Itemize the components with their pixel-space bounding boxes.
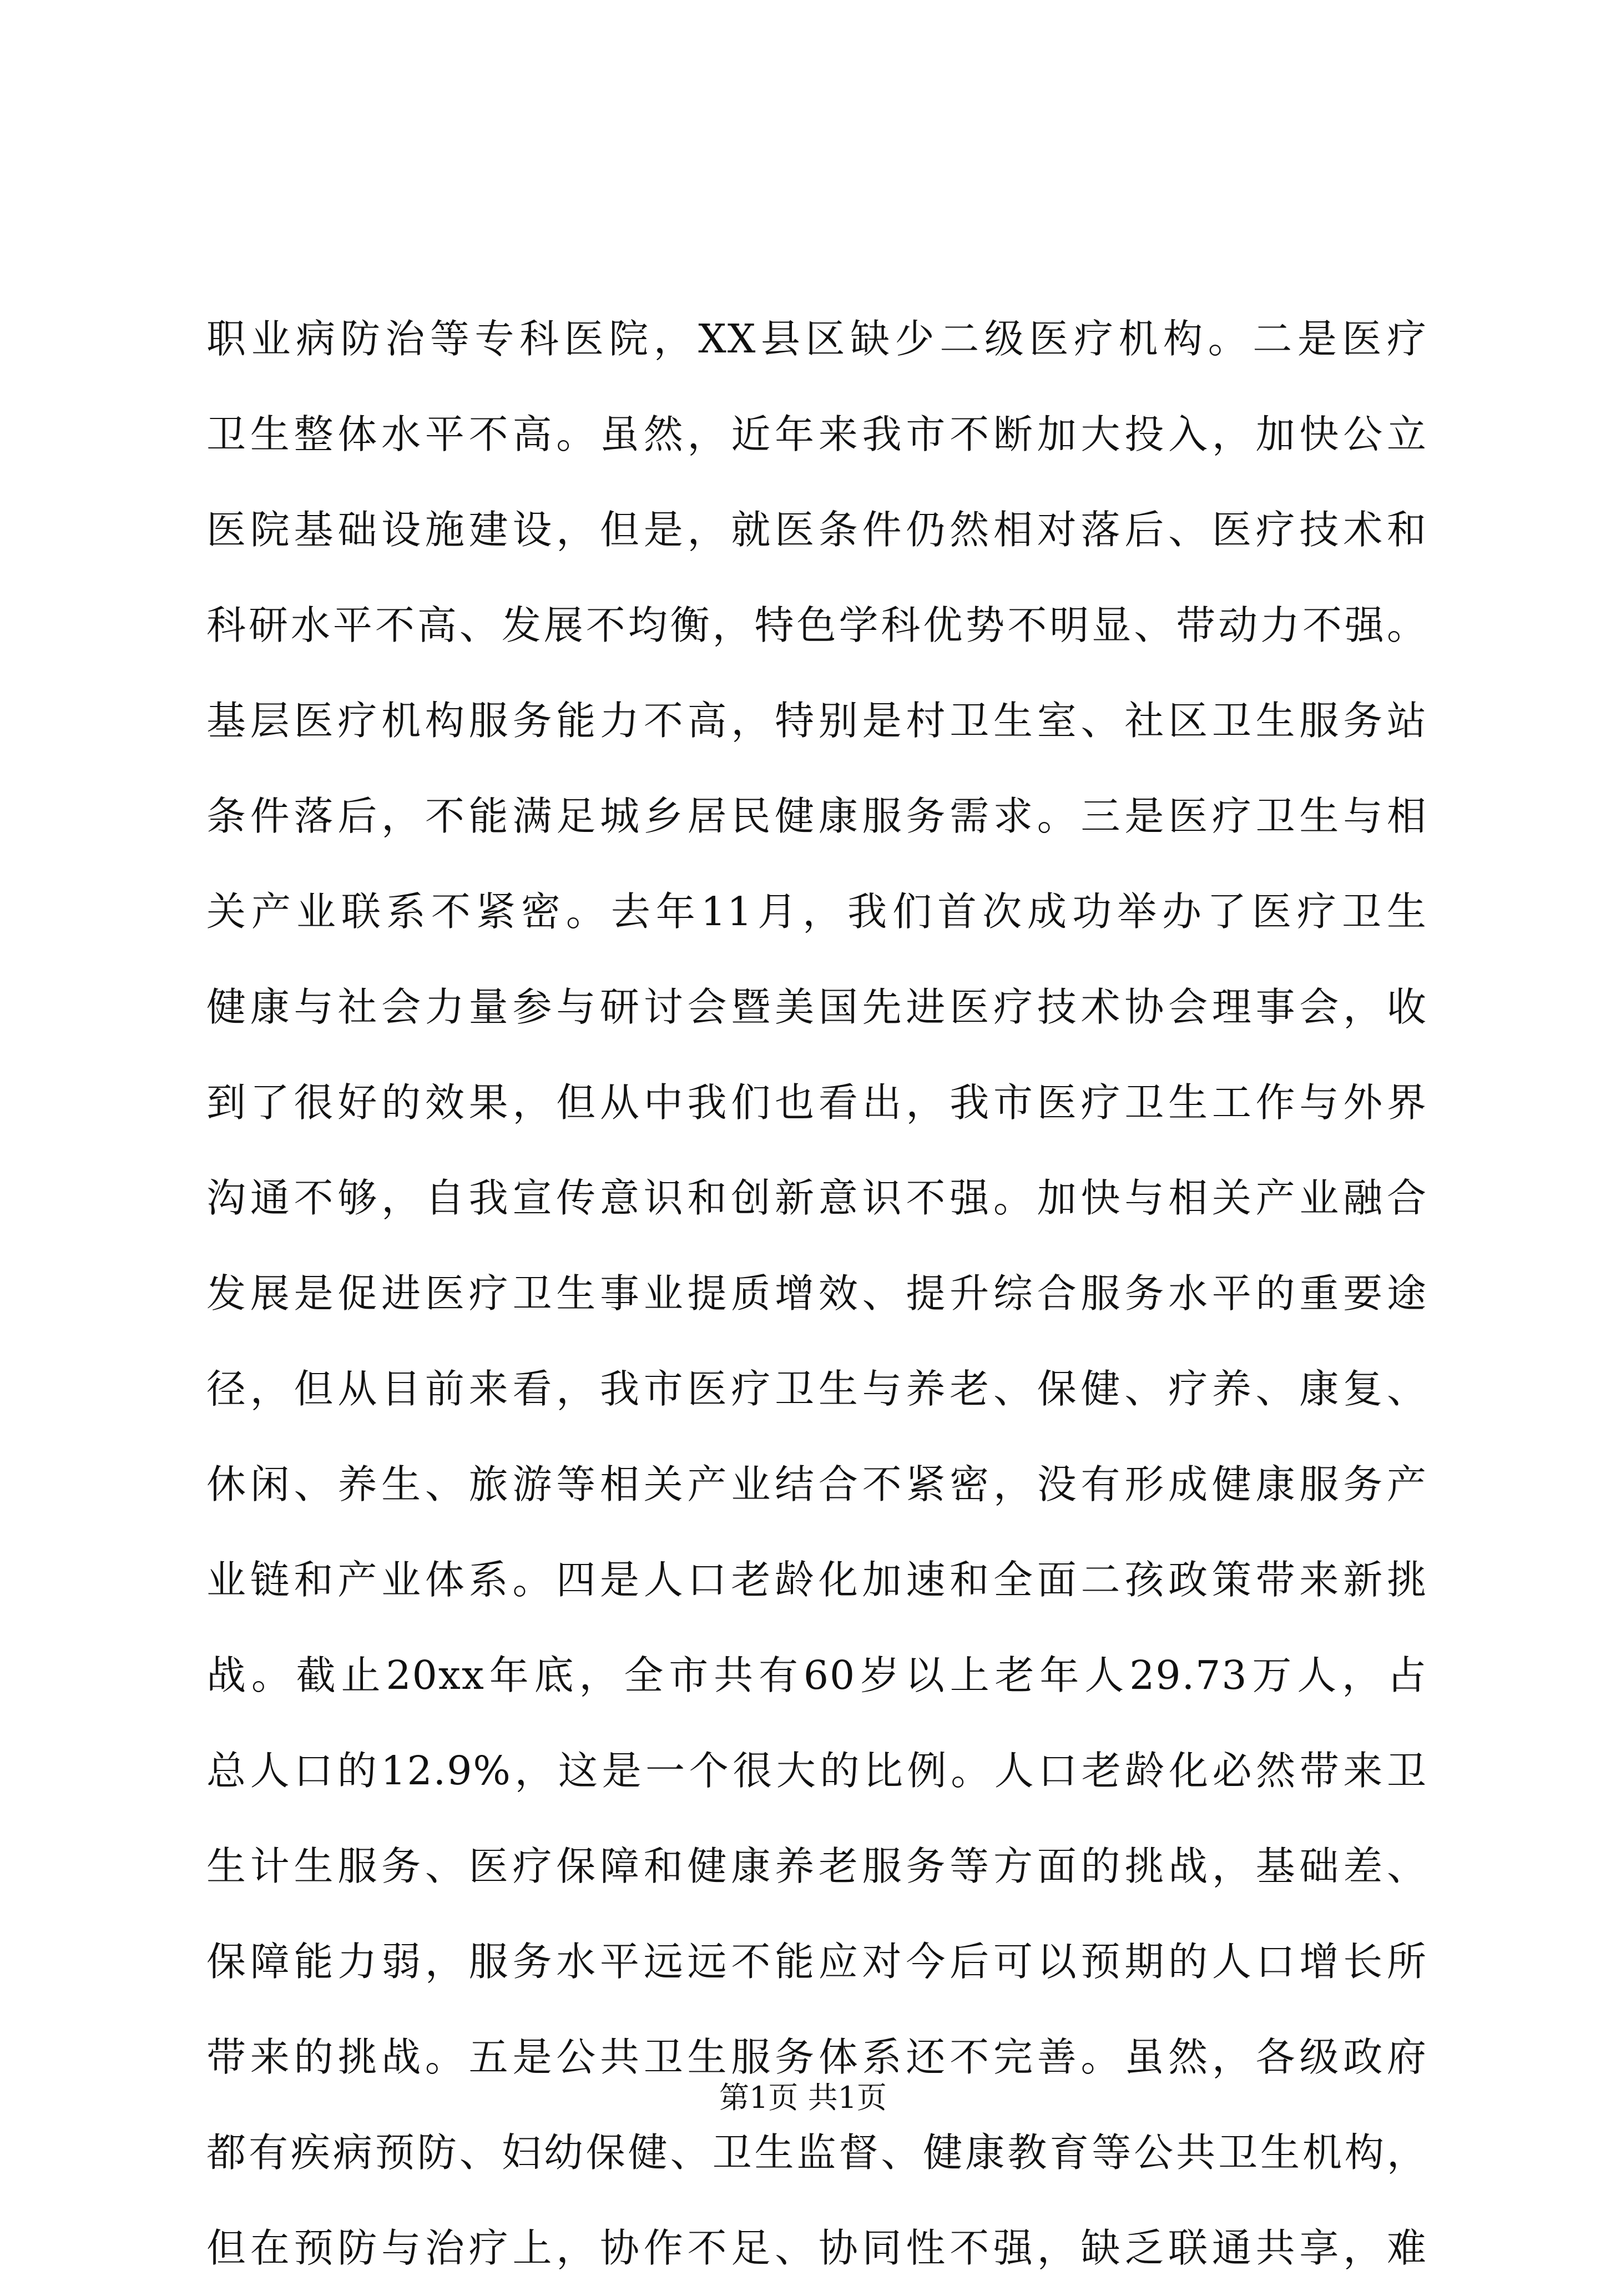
text-line: 径，但从目前来看，我市医疗卫生与养老、保健、疗养、康复、 [206, 1366, 1427, 1412]
text-line: 生计生服务、医疗保障和健康养老服务等方面的挑战，基础差、 [206, 1843, 1427, 1889]
text-line: 带来的挑战。五是公共卫生服务体系还不完善。虽然，各级政府 [206, 2034, 1427, 2080]
text-line: 基层医疗机构服务能力不高，特别是村卫生室、社区卫生服务站 [206, 698, 1427, 744]
page-footer [0, 2078, 1606, 2117]
body-text [206, 291, 1427, 2296]
page-number-label: 第1页 共1页 [719, 2080, 887, 2115]
text-line: 科研水平不高、发展不均衡，特色学科优势不明显、带动力不强。 [206, 602, 1427, 648]
text-line: 职业病防治等专科医院，XX县区缺少二级医疗机构。二是医疗 [206, 316, 1427, 362]
text-line: 医院基础设施建设，但是，就医条件仍然相对落后、医疗技术和 [206, 507, 1427, 553]
text-line: 但在预防与治疗上，协作不足、协同性不强，缺乏联通共享，难 [206, 2225, 1427, 2271]
text-line: 卫生整体水平不高。虽然，近年来我市不断加大投入，加快公立 [206, 411, 1427, 457]
text-line: 发展是促进医疗卫生事业提质增效、提升综合服务水平的重要途 [206, 1270, 1427, 1316]
text-line: 业链和产业体系。四是人口老龄化加速和全面二孩政策带来新挑 [206, 1557, 1427, 1603]
text-line: 健康与社会力量参与研讨会暨美国先进医疗技术协会理事会，收 [206, 984, 1427, 1030]
text-line: 都有疾病预防、妇幼保健、卫生监督、健康教育等公共卫生机构， [206, 2130, 1427, 2176]
text-line: 到了很好的效果，但从中我们也看出，我市医疗卫生工作与外界 [206, 1079, 1427, 1126]
text-line: 沟通不够，自我宣传意识和创新意识不强。加快与相关产业融合 [206, 1175, 1427, 1221]
text-line: 战。截止20xx年底，全市共有60岁以上老年人29.73万人，占 [206, 1652, 1427, 1698]
text-line: 休闲、养生、旅游等相关产业结合不紧密，没有形成健康服务产 [206, 1461, 1427, 1507]
text-line: 保障能力弱，服务水平远远不能应对今后可以预期的人口增长所 [206, 1939, 1427, 1985]
text-line: 关产业联系不紧密。去年11月，我们首次成功举办了医疗卫生 [206, 889, 1427, 935]
text-line: 总人口的12.9%，这是一个很大的比例。人口老龄化必然带来卫 [206, 1748, 1427, 1794]
text-line: 条件落后，不能满足城乡居民健康服务需求。三是医疗卫生与相 [206, 793, 1427, 839]
